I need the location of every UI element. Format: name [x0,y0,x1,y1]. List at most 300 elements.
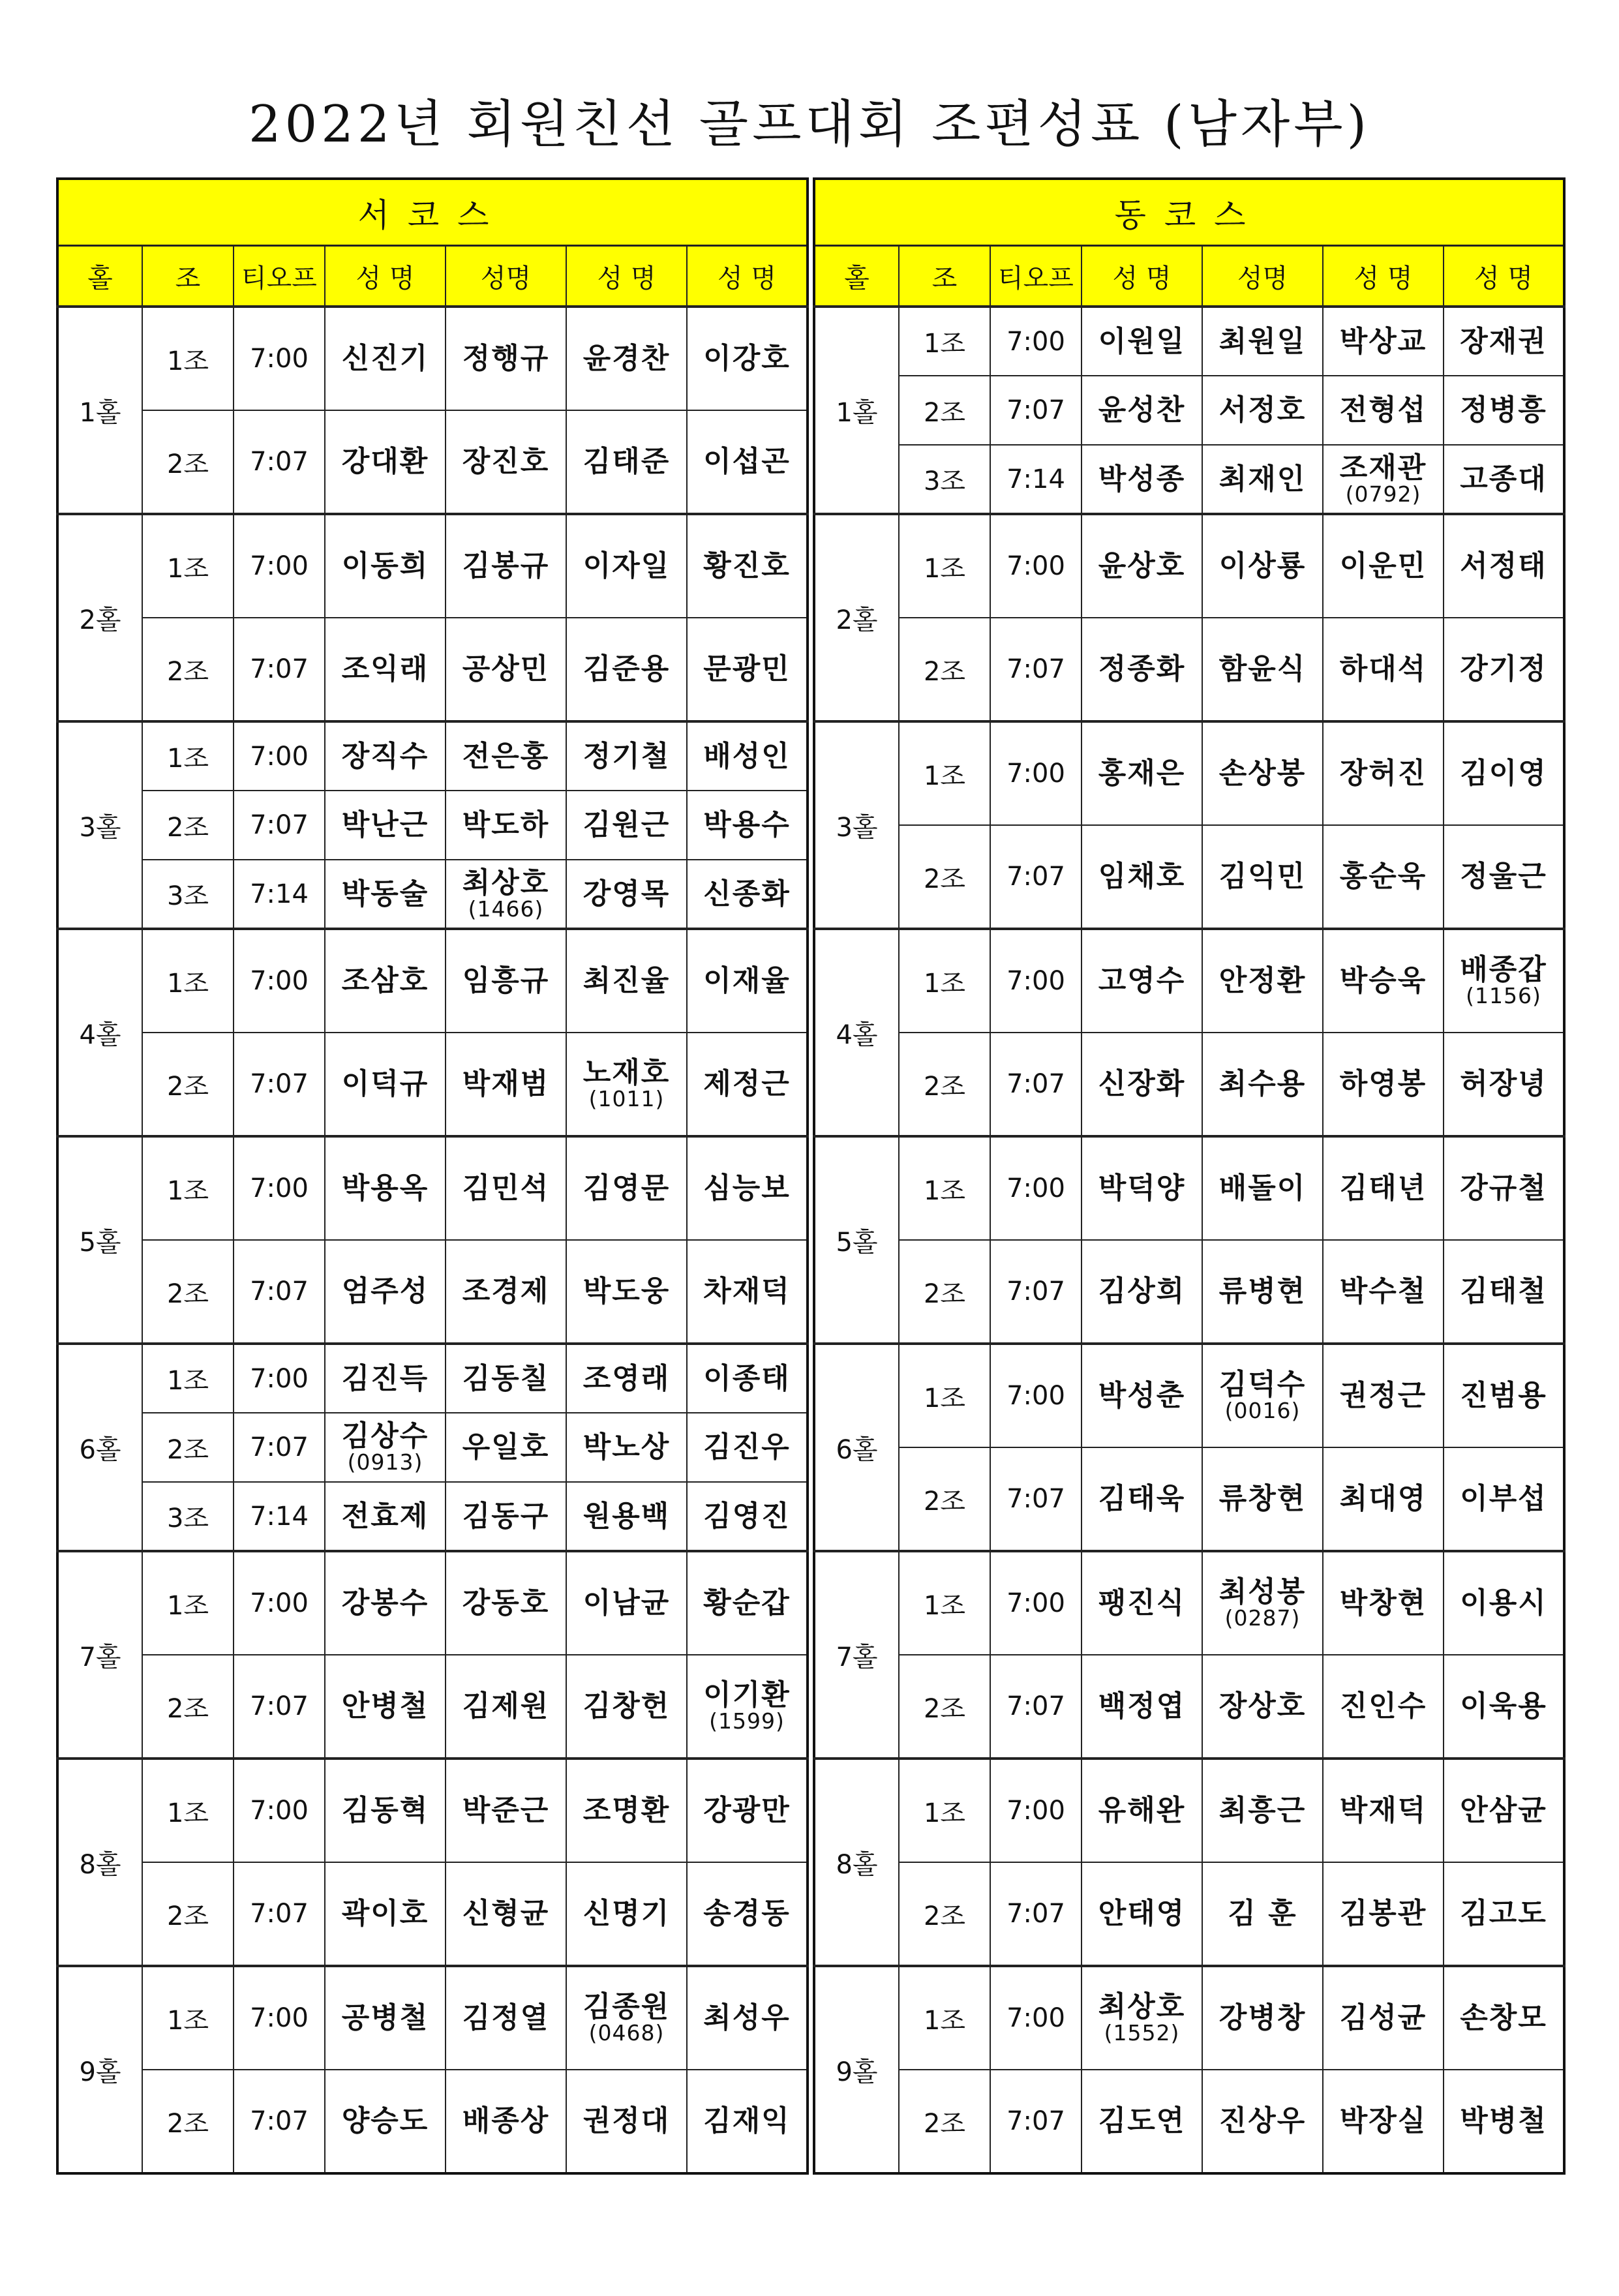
tee-off-time: 7:00 [234,307,325,410]
group-row [57,307,808,410]
player-cell [1444,1240,1564,1344]
player-name: 강병창 [1218,2001,1307,2034]
tee-off-time: 7:00 [234,929,325,1033]
group-row [814,1759,1564,1862]
column-header: 성 명 [687,246,808,307]
group-row [814,1966,1564,2070]
player-name: 이용시 [1460,1586,1547,1620]
player-cell [1323,1862,1444,1966]
player-name: 박병철 [1460,2104,1547,2137]
player-name: 신진기 [341,342,429,375]
player-cell [687,1136,808,1240]
player-cell [566,721,687,791]
group-number: 2조 [899,1240,990,1344]
player-name: 김고도 [1460,1897,1547,1930]
player-cell [1202,1344,1323,1447]
tee-off-time: 7:07 [234,1862,325,1966]
tee-off-time: 7:07 [990,376,1082,445]
group-row [57,929,808,1033]
tee-off-time: 7:00 [234,1966,325,2070]
group-number: 1조 [899,1759,990,1862]
player-cell [1323,1033,1444,1136]
player-cell [1444,1033,1564,1136]
player-cell [446,1240,566,1344]
player-cell [1444,2070,1564,2173]
member-number: (1156) [1466,983,1541,1008]
tee-off-time: 7:07 [990,618,1082,721]
group-row [814,929,1564,1033]
west-course-name: 서코스 [57,179,808,246]
hole-label: 8홀 [814,1759,899,1966]
player-cell [446,307,566,410]
player-name: 김도연 [1098,2104,1186,2137]
player-cell [687,1033,808,1136]
player-name: 진범용 [1460,1379,1547,1412]
group-row [814,376,1564,445]
player-name: 김동구 [462,1499,550,1533]
column-header: 성명 [1202,246,1323,307]
hole-label: 3홀 [814,721,899,929]
player-name: 문광민 [703,652,791,686]
member-number: (0016) [1224,1398,1301,1423]
player-cell [1323,1759,1444,1862]
player-cell [325,1759,446,1862]
player-name: 최수용 [1218,1067,1307,1100]
group-number: 2조 [142,791,234,860]
player-name: 박장실 [1339,2104,1427,2137]
hole-label: 1홀 [57,307,142,514]
player-name: 고영수 [1098,964,1186,997]
column-header: 성 명 [1444,246,1564,307]
group-number: 1조 [142,929,234,1033]
player-name: 박승욱 [1339,964,1427,997]
group-number: 2조 [142,1862,234,1966]
player-name: 곽이호 [341,1897,429,1930]
player-name: 노재호 [583,1056,671,1089]
hole-label: 9홀 [57,1966,142,2173]
group-number: 1조 [142,1344,234,1413]
group-row [57,1136,808,1240]
player-name: 조영래 [583,1361,671,1395]
player-name: 최성봉 [1218,1575,1307,1609]
player-cell [1202,1447,1323,1551]
player-name: 김동칠 [462,1361,550,1395]
hole-label: 5홀 [814,1136,899,1344]
tee-off-time: 7:07 [990,825,1082,929]
column-header: 홀 [814,246,899,307]
player-name: 배종갑 [1460,953,1547,986]
player-name: 정종화 [1098,652,1186,686]
player-name: 최흥근 [1218,1794,1307,1827]
player-name: 정병흥 [1460,393,1547,427]
member-number: (0287) [1224,1605,1301,1631]
player-name: 박도웅 [583,1275,671,1308]
player-name: 정기철 [583,739,671,773]
player-cell [1444,1862,1564,1966]
player-cell [325,1033,446,1136]
group-row [57,1344,808,1413]
player-cell [446,1862,566,1966]
player-name: 유해완 [1098,1794,1186,1827]
player-cell [566,410,687,514]
group-row [814,2070,1564,2173]
player-name: 김이영 [1460,757,1547,790]
player-name: 김민석 [462,1171,550,1205]
player-cell [446,1551,566,1655]
player-cell [1323,1447,1444,1551]
player-cell [1202,929,1323,1033]
player-cell [1082,618,1202,721]
player-cell [687,514,808,618]
player-name: 이남균 [583,1586,671,1620]
hole-label: 7홀 [57,1551,142,1759]
player-cell [446,721,566,791]
group-number: 2조 [899,1447,990,1551]
player-name: 우일호 [462,1430,550,1464]
player-name: 박성종 [1098,462,1186,496]
player-name: 안병철 [341,1689,429,1723]
player-name: 김종원 [583,1990,671,2023]
player-name: 공상민 [462,652,550,686]
player-cell [446,1413,566,1482]
player-cell [1323,1240,1444,1344]
player-name: 류병현 [1218,1275,1307,1308]
column-header: 성 명 [1323,246,1444,307]
player-name: 김정열 [462,2001,550,2034]
tee-off-time: 7:00 [234,1344,325,1413]
hole-label: 4홀 [814,929,899,1136]
group-row [57,1413,808,1482]
player-name: 신형균 [462,1897,550,1930]
player-cell [566,929,687,1033]
player-name: 이덕규 [341,1067,429,1100]
player-name: 함윤식 [1218,652,1307,686]
group-row [57,1240,808,1344]
player-name: 하영봉 [1339,1067,1427,1100]
player-cell [446,410,566,514]
player-cell [325,1136,446,1240]
tee-off-time: 7:14 [234,860,325,929]
player-cell [325,721,446,791]
player-cell [687,1759,808,1862]
player-cell [1444,376,1564,445]
tee-off-time: 7:07 [234,2070,325,2173]
player-name: 홍재은 [1098,757,1186,790]
player-cell [325,618,446,721]
player-cell [325,1482,446,1551]
player-name: 김동혁 [341,1794,429,1827]
player-name: 박노상 [583,1430,671,1464]
player-name: 이종태 [703,1361,791,1395]
column-header: 성 명 [325,246,446,307]
member-number: (1599) [709,1708,785,1734]
player-name: 강동호 [462,1586,550,1620]
player-cell [1202,1966,1323,2070]
hole-label: 9홀 [814,1966,899,2173]
player-cell [1323,445,1444,514]
player-name: 박준근 [462,1794,550,1827]
player-cell [1202,1240,1323,1344]
player-cell [687,1862,808,1966]
player-cell [1444,307,1564,376]
player-name: 김창헌 [583,1689,671,1723]
player-cell [1323,1136,1444,1240]
player-name: 김영진 [703,1499,791,1533]
hole-label: 6홀 [814,1344,899,1551]
player-cell [325,410,446,514]
player-name: 김익민 [1218,860,1307,893]
player-cell [566,1482,687,1551]
player-cell [446,791,566,860]
tee-off-time: 7:07 [990,1655,1082,1759]
player-name: 전은홍 [462,739,550,773]
player-name: 배돌이 [1218,1171,1307,1205]
player-name: 장재권 [1460,324,1547,358]
group-number: 3조 [899,445,990,514]
tee-off-time: 7:00 [234,1551,325,1655]
player-cell [1202,721,1323,825]
player-cell [1444,618,1564,721]
player-cell [566,514,687,618]
hole-label: 8홀 [57,1759,142,1966]
tee-off-time: 7:00 [990,1966,1082,2070]
player-name: 전형섭 [1339,393,1427,427]
member-number: (0468) [588,2020,665,2046]
player-cell [566,1136,687,1240]
page-title: 2022년 회원친선 골프대회 조편성표 (남자부) [248,95,1371,154]
group-number: 2조 [899,1033,990,1136]
player-cell [1082,929,1202,1033]
east-course-table [813,177,1566,2175]
tee-off-time: 7:00 [990,307,1082,376]
player-cell [1082,1344,1202,1447]
player-cell [566,2070,687,2173]
player-cell [687,929,808,1033]
tee-off-time: 7:07 [234,1413,325,1482]
player-name: 박재범 [462,1067,550,1100]
group-number: 1조 [142,1136,234,1240]
player-cell [1444,1447,1564,1551]
player-name: 윤경찬 [583,342,671,375]
player-name: 박창현 [1339,1586,1427,1620]
group-row [57,1862,808,1966]
member-number: (0792) [1345,481,1421,507]
player-cell [1323,929,1444,1033]
tee-off-time: 7:00 [990,1344,1082,1447]
group-row [814,1033,1564,1136]
player-cell [1202,618,1323,721]
group-number: 2조 [142,1240,234,1344]
player-name: 신종화 [703,877,791,911]
player-cell [1444,1759,1564,1862]
player-name: 김상수 [341,1419,429,1453]
player-cell [446,1655,566,1759]
player-name: 김봉규 [462,549,550,582]
player-name: 백정엽 [1098,1689,1186,1723]
player-cell [325,1413,446,1482]
group-number: 2조 [142,1413,234,1482]
player-name: 장상호 [1218,1689,1307,1723]
player-cell [566,1033,687,1136]
player-name: 박수철 [1339,1275,1427,1308]
group-row [57,1655,808,1759]
player-name: 이강호 [703,342,791,375]
player-cell [1202,2070,1323,2173]
player-name: 김태욱 [1098,1482,1186,1515]
player-name: 김준용 [583,652,671,686]
group-number: 1조 [142,514,234,618]
player-cell [1323,307,1444,376]
group-number: 2조 [142,2070,234,2173]
player-cell [325,307,446,410]
player-cell [1082,1240,1202,1344]
player-cell [325,1344,446,1413]
player-name: 김진득 [341,1361,429,1395]
group-number: 1조 [142,307,234,410]
player-cell [1202,1033,1323,1136]
player-cell [1082,825,1202,929]
player-name: 장허진 [1339,757,1427,790]
player-name: 하대석 [1339,652,1427,686]
player-cell [1082,445,1202,514]
player-name: 임흥규 [462,964,550,997]
player-cell [446,1344,566,1413]
player-cell [325,1551,446,1655]
member-number: (1552) [1104,2020,1180,2046]
player-cell [1202,1136,1323,1240]
player-name: 공병철 [341,2001,429,2034]
tee-off-time: 7:00 [234,514,325,618]
tee-off-time: 7:00 [990,514,1082,618]
player-cell [687,1655,808,1759]
player-cell [1082,1655,1202,1759]
player-cell [446,514,566,618]
player-name: 김진우 [703,1430,791,1464]
player-cell [446,618,566,721]
group-row [814,721,1564,825]
player-name: 황진호 [703,549,791,582]
player-cell [1202,307,1323,376]
player-name: 김태준 [583,445,671,478]
player-cell [1082,307,1202,376]
group-row [814,1447,1564,1551]
group-number: 1조 [899,929,990,1033]
member-number: (0913) [347,1449,423,1475]
player-name: 전효제 [341,1499,429,1533]
player-name: 서정호 [1218,393,1307,427]
player-name: 이동희 [341,549,429,582]
group-number: 1조 [142,721,234,791]
group-number: 2조 [899,825,990,929]
player-name: 고종대 [1460,462,1547,496]
member-number: (1466) [468,896,544,922]
player-name: 손창모 [1460,2001,1547,2034]
tee-off-time: 7:07 [234,410,325,514]
player-cell [1202,1551,1323,1655]
player-cell [566,307,687,410]
group-number: 2조 [899,2070,990,2173]
player-name: 조익래 [341,652,429,686]
group-number: 1조 [899,1551,990,1655]
player-cell [566,1759,687,1862]
group-number: 2조 [899,1655,990,1759]
player-name: 임채호 [1098,860,1186,893]
group-number: 1조 [899,514,990,618]
player-name: 강영목 [583,877,671,911]
player-name: 강봉수 [341,1586,429,1620]
player-name: 조삼호 [341,964,429,997]
column-header: 티오프 [234,246,325,307]
hole-label: 6홀 [57,1344,142,1551]
tee-off-time: 7:07 [234,618,325,721]
player-cell [1444,1344,1564,1447]
player-cell [446,1759,566,1862]
player-name: 권정대 [583,2104,671,2137]
player-name: 윤상호 [1098,549,1186,582]
player-name: 박난근 [341,808,429,841]
player-name: 원용백 [583,1499,671,1533]
player-cell [687,1966,808,2070]
tee-off-time: 7:07 [234,1033,325,1136]
player-name: 김태철 [1460,1275,1547,1308]
group-number: 1조 [899,721,990,825]
player-name: 최재인 [1218,462,1307,496]
player-name: 이섭곤 [703,445,791,478]
player-name: 최상호 [1098,1990,1186,2023]
group-row [814,1240,1564,1344]
player-name: 류창현 [1218,1482,1307,1515]
player-cell [1444,445,1564,514]
player-name: 최성우 [703,2001,791,2034]
hole-label: 2홀 [814,514,899,721]
player-cell [1082,1966,1202,2070]
player-cell [687,1344,808,1413]
tee-off-time: 7:00 [234,721,325,791]
player-cell [566,1413,687,1482]
player-cell [687,618,808,721]
tee-off-time: 7:07 [990,1240,1082,1344]
player-name: 김성균 [1339,2001,1427,2034]
player-name: 박상교 [1339,324,1427,358]
player-name: 박용옥 [341,1171,429,1205]
hole-label: 4홀 [57,929,142,1136]
tee-off-time: 7:07 [234,791,325,860]
player-name: 정울근 [1460,860,1547,893]
player-cell [1202,1759,1323,1862]
group-number: 2조 [142,410,234,514]
player-cell [325,929,446,1033]
group-row [814,618,1564,721]
group-row [57,721,808,791]
group-row [814,1862,1564,1966]
group-row [57,618,808,721]
player-name: 이기환 [703,1678,791,1712]
tee-off-time: 7:00 [234,1759,325,1862]
player-cell [687,410,808,514]
player-name: 김제원 [462,1689,550,1723]
player-cell [566,860,687,929]
player-name: 김봉관 [1339,1897,1427,1930]
group-row [57,1482,808,1551]
player-cell [566,1966,687,2070]
group-row [57,860,808,929]
group-row [57,1551,808,1655]
player-name: 신명기 [583,1897,671,1930]
column-header: 홀 [57,246,142,307]
player-name: 최대영 [1339,1482,1427,1515]
player-cell [1323,618,1444,721]
player-cell [566,1240,687,1344]
